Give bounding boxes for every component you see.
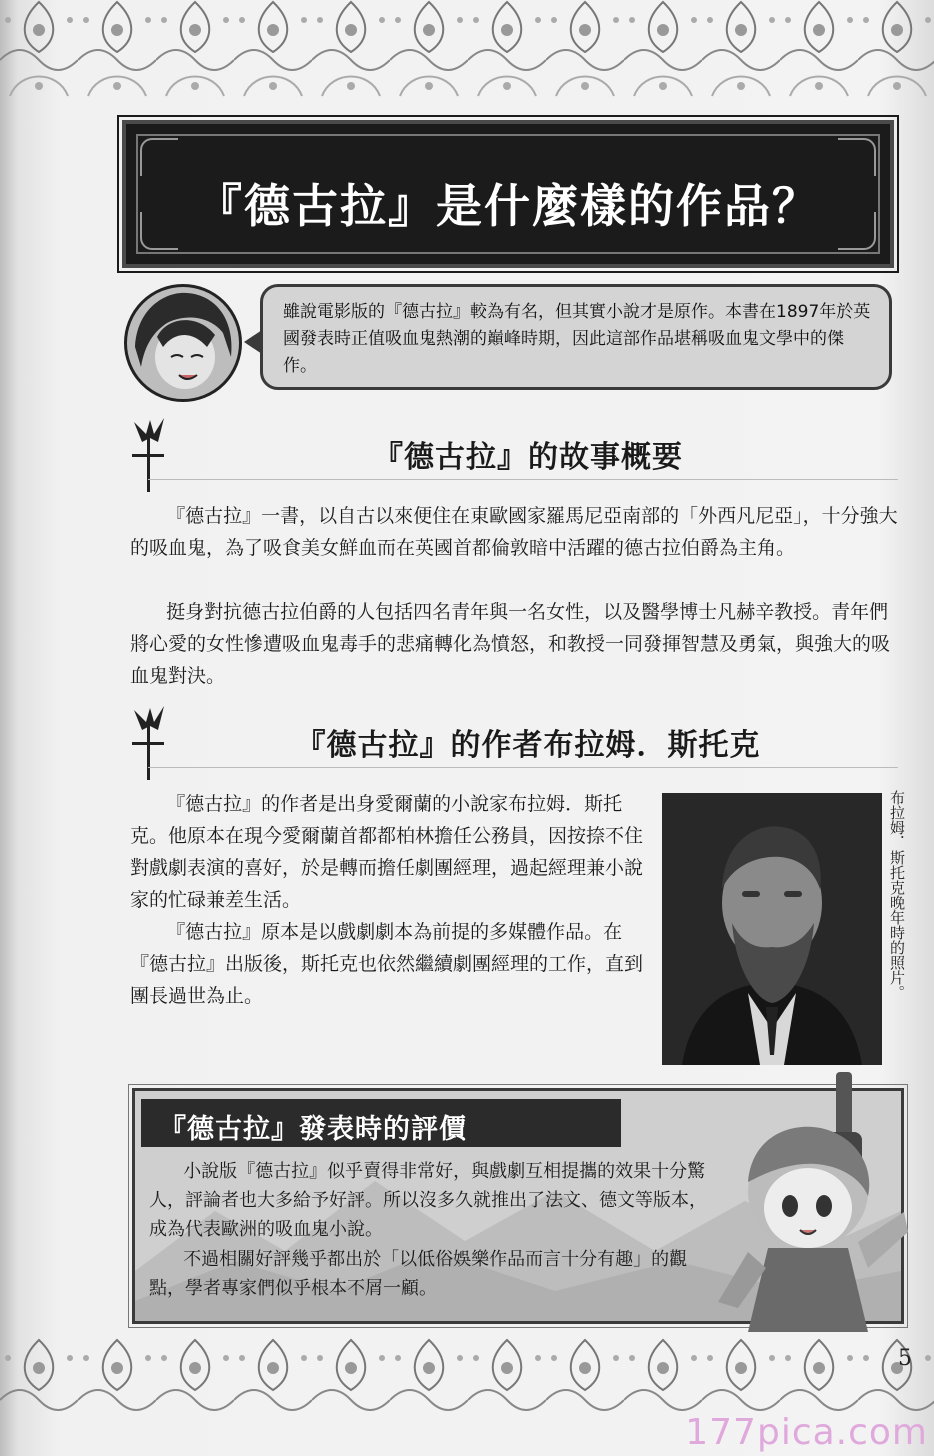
section-title: 『德古拉』的作者布拉姆．斯托克 — [295, 728, 761, 763]
photo-caption: 布拉姆．斯托克晚年時的照片。 — [888, 790, 906, 1000]
section-title: 『德古拉』發表時的評價 — [159, 1114, 467, 1145]
paragraph: 『德古拉』原本是以戲劇劇本為前提的多媒體作品。在『德古拉』出版後，斯托克也依然繼續劇團經理的工作，直到團長過世為止。 — [130, 921, 644, 1007]
section-heading-author — [128, 702, 898, 774]
paragraph: 『德古拉』的作者是出身愛爾蘭的小說家布拉姆．斯托克。他原本在現今愛爾蘭首都都柏林擔任公務員，因按捺不住對戲劇表演的喜好，於是轉而擔任劇團經理，過起經理兼小說家的忙碌兼差生活。 — [130, 793, 644, 911]
paragraph: 『德古拉』一書，以自古以來便住在東歐國家羅馬尼亞南部的「外西凡尼亞」，十分強大的吸血鬼，為了吸食美女鮮血而在英國首都倫敦暗中活躍的德古拉伯爵為主角。 — [130, 505, 898, 559]
chibi-gunner-illustration — [708, 1072, 908, 1332]
speech-bubble — [260, 284, 892, 390]
bottom-ornament-border — [0, 1330, 934, 1420]
paragraph: 小說版『德古拉』似乎賣得非常好，與戲劇互相提攜的效果十分驚人，評論者也大多給予好評。所以沒多久就推出了法文、德文等版本，成為代表歐洲的吸血鬼小說。 — [149, 1161, 707, 1240]
section-title: 『德古拉』的故事概要 — [373, 440, 683, 475]
title-banner — [122, 120, 894, 268]
section-heading-summary — [128, 414, 898, 486]
portrait-photo — [662, 793, 882, 1065]
intro-text: 雖說電影版的『德古拉』較為有名，但其實小說才是原作。本書在1897年於英國發表時正值吸血鬼熱潮的巔峰時期，因此這部作品堪稱吸血鬼文學中的傑作。 — [283, 302, 871, 376]
watermark: 177pica.com — [685, 1412, 928, 1453]
paragraph: 不過相關好評幾乎都出於「以低俗娛樂作品而言十分有趣」的觀點，學者專家們似乎根本不屑一顧。 — [149, 1249, 688, 1299]
page-title: 『德古拉』是什麼樣的作品？ — [196, 179, 820, 233]
divider — [148, 479, 898, 480]
review-banner — [141, 1099, 621, 1147]
top-ornament-border — [0, 0, 934, 110]
paragraph: 挺身對抗德古拉伯爵的人包括四名青年與一名女性，以及醫學博士凡赫辛教授。青年們將心愛的女性慘遭吸血鬼毒手的悲痛轉化為憤怒，和教授一同發揮智慧及勇氣，與強大的吸血鬼對決。 — [130, 601, 891, 687]
avatar-illustration — [124, 284, 242, 402]
page-number: 5 — [898, 1346, 912, 1371]
divider — [148, 767, 898, 768]
